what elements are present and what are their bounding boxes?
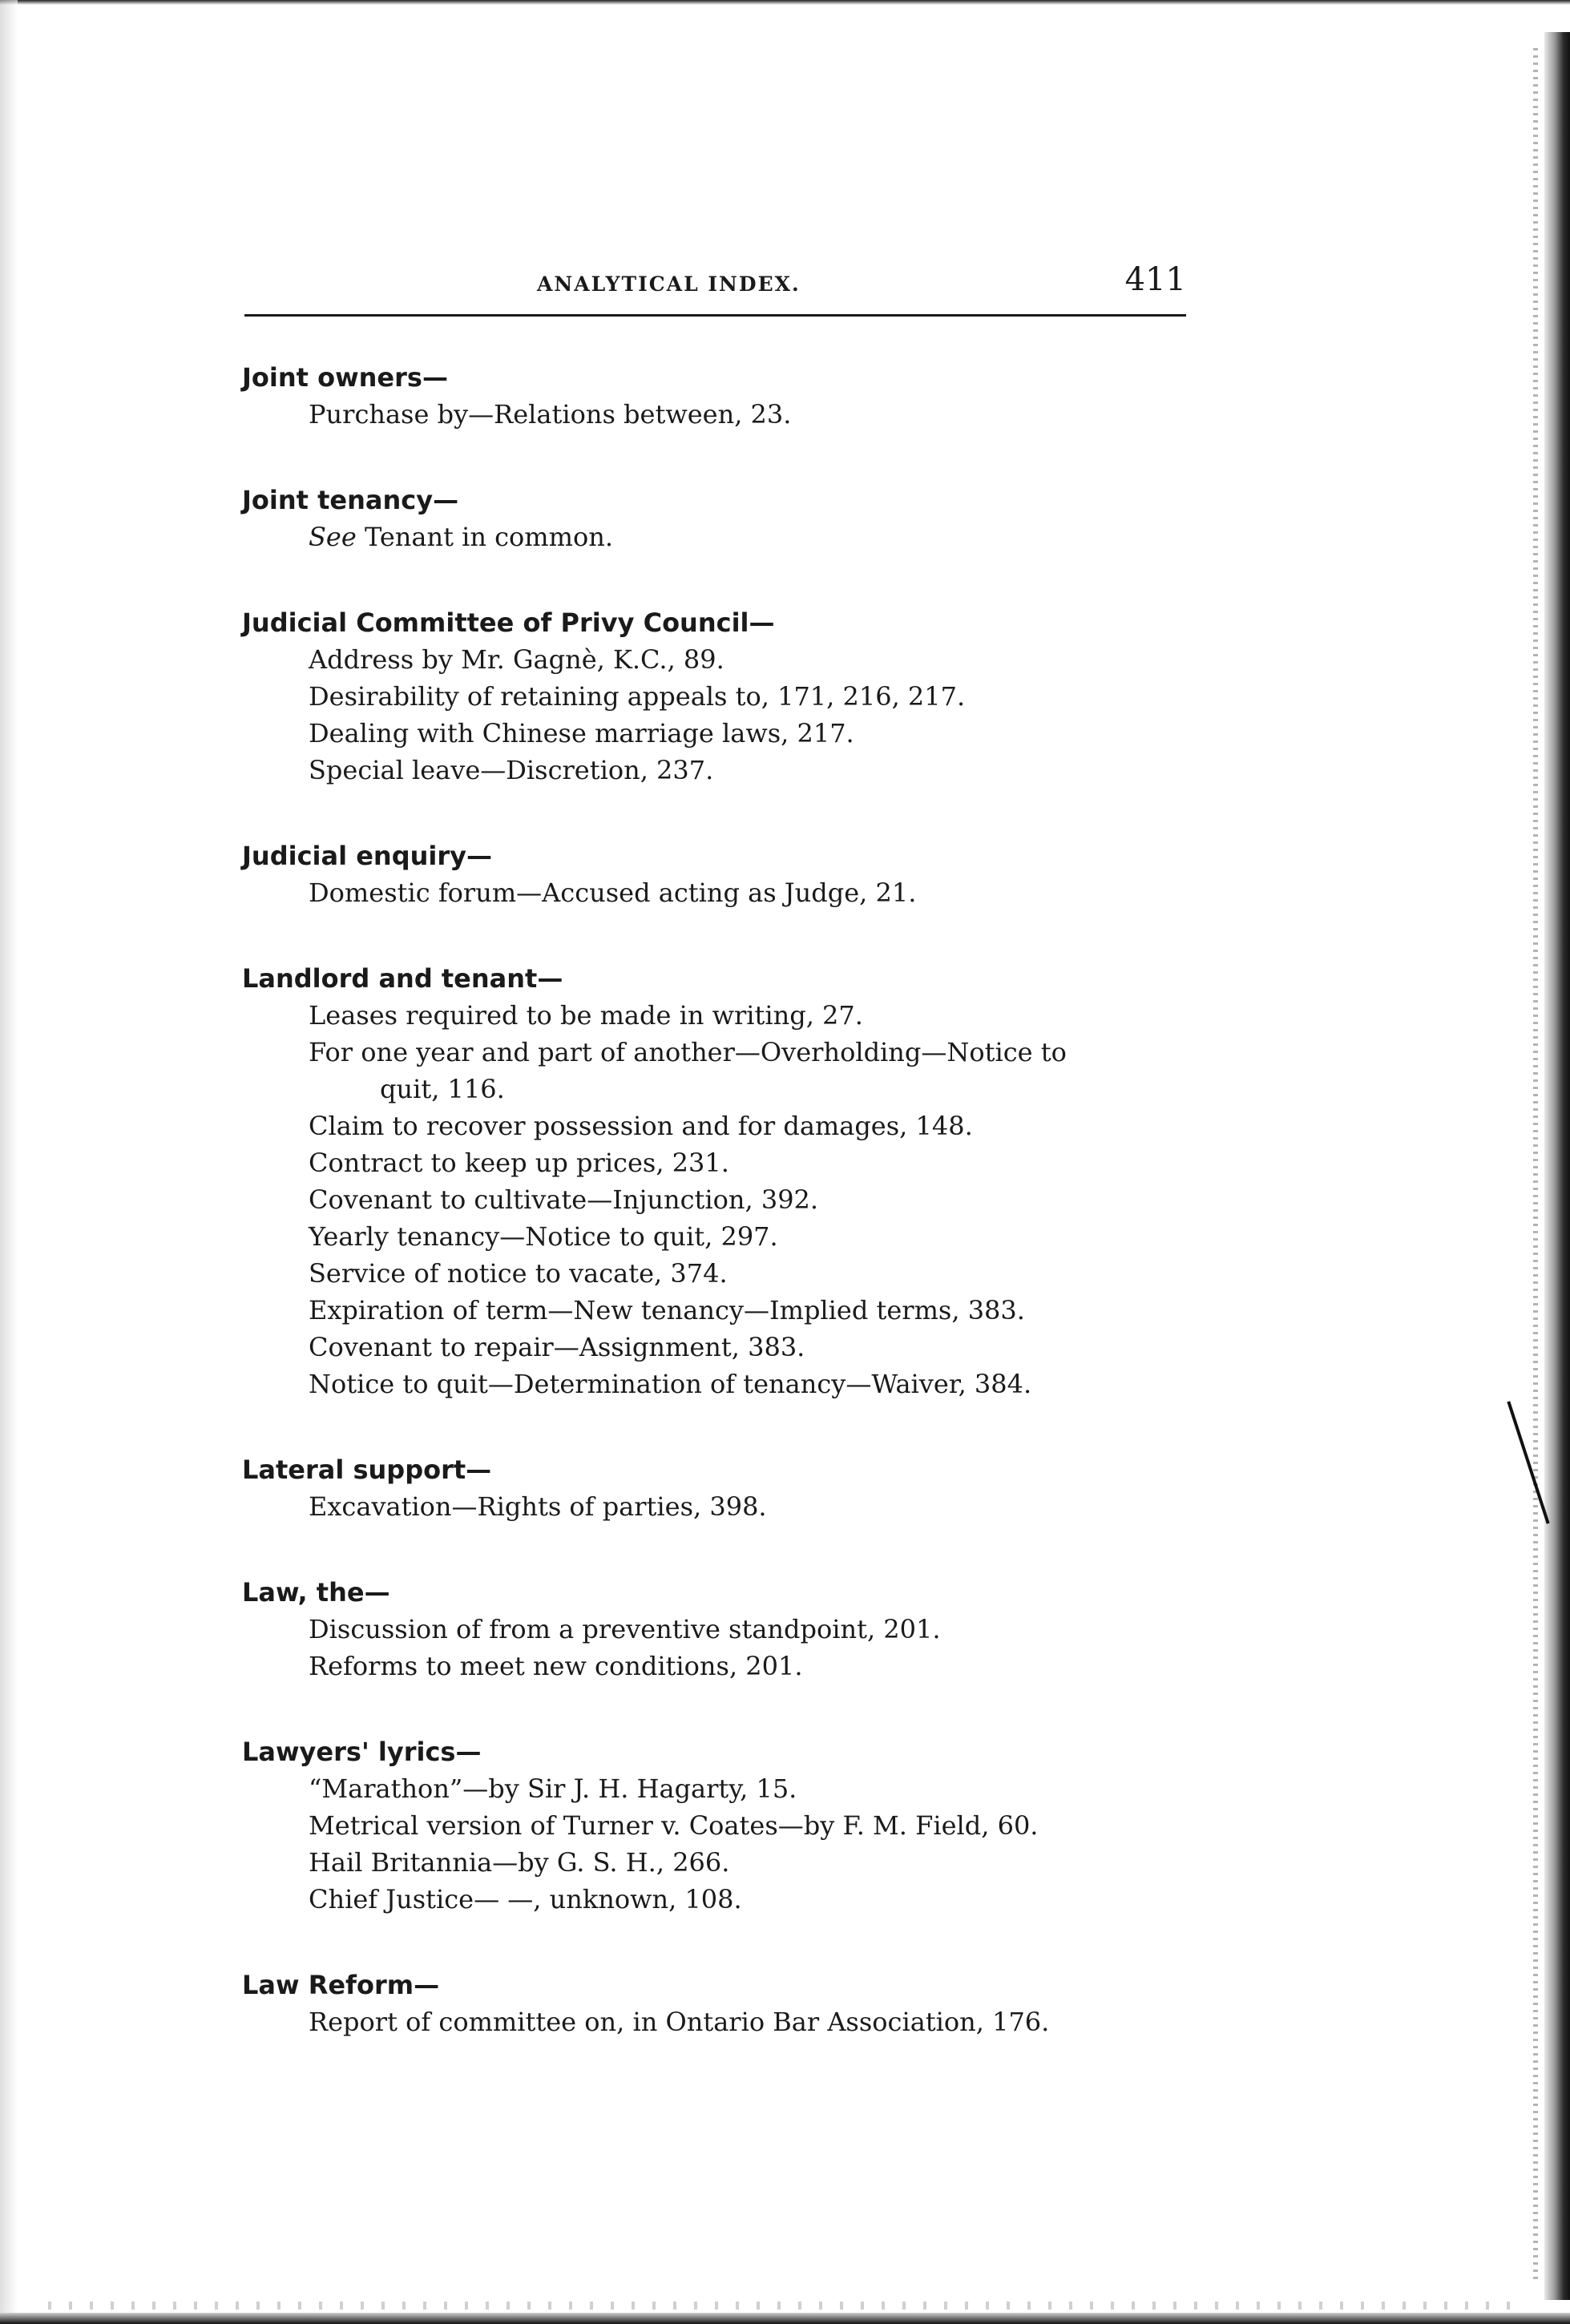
subentry: Address by Mr. Gagnè, K.C., 89.: [309, 644, 724, 675]
subentry-text: For one year and part of another—Overholding—Notice to: [309, 1037, 1067, 1067]
index-entry: [242, 1967, 1204, 2040]
subentry-list: [242, 396, 1204, 433]
subentry: Reforms to meet new conditions, 201.: [309, 1651, 803, 1681]
subentry: Claim to recover possession and for damages, 148.: [309, 1111, 973, 1141]
subentry: Special leave—Discretion, 237.: [309, 755, 714, 785]
subentry-list: [242, 2003, 1204, 2040]
entry-heading: Judicial enquiry—: [242, 841, 492, 871]
scan-left-edge: [0, 0, 18, 2324]
subentry-list: [242, 518, 1204, 555]
subentry: Expiration of term—New tenancy—Implied terms, 383.: [309, 1295, 1025, 1325]
entry-heading: Law Reform—: [242, 1970, 440, 2000]
subentry: Notice to quit—Determination of tenancy—Waiver, 384.: [309, 1369, 1032, 1399]
subentry: Covenant to repair—Assignment, 383.: [309, 1332, 805, 1362]
subentry-list: [242, 1488, 1204, 1525]
running-header-title: ANALYTICAL INDEX.: [537, 272, 801, 296]
header-rule: [244, 314, 1186, 317]
subentry: “Marathon”—by Sir J. H. Hagarty, 15.: [309, 1773, 797, 1804]
index-entry: [242, 960, 1204, 1402]
index-entry: [242, 359, 1204, 433]
index-entry: [242, 1451, 1204, 1525]
subentry: Dealing with Chinese marriage laws, 217.: [309, 718, 854, 748]
see-target: Tenant in common.: [356, 522, 614, 552]
subentry: Desirability of retaining appeals to, 171, 216, 217.: [309, 681, 966, 712]
see-prefix: See: [309, 522, 357, 552]
subentry: Purchase by—Relations between, 23.: [309, 399, 792, 430]
entry-heading: Lawyers' lyrics—: [242, 1737, 482, 1767]
entry-heading: Joint owners—: [242, 362, 448, 393]
subentry: Yearly tenancy—Notice to quit, 297.: [309, 1221, 778, 1252]
subentry: Discussion of from a preventive standpoint, 201.: [309, 1614, 941, 1644]
running-header: [240, 261, 1186, 309]
subentry: [242, 1034, 1204, 1108]
page-number: 411: [1124, 261, 1186, 298]
subentry-list: [242, 997, 1204, 1402]
subentry: Metrical version of Turner v. Coates—by F. M. Field, 60.: [309, 1810, 1039, 1841]
subentry-list: [242, 1611, 1204, 1684]
subentry: Contract to keep up prices, 231.: [309, 1148, 729, 1178]
subentry: Excavation—Rights of parties, 398.: [309, 1491, 767, 1522]
subentry: Service of notice to vacate, 374.: [309, 1258, 728, 1289]
scan-bottom-specks: [48, 2302, 1523, 2310]
subentry: Domestic forum—Accused acting as Judge, 21.: [309, 878, 917, 908]
subentry-continuation: quit, 116.: [380, 1074, 505, 1104]
index-entry: [242, 837, 1204, 911]
subentry: Hail Britannia—by G. S. H., 266.: [309, 1847, 730, 1878]
index-entry: [242, 604, 1204, 789]
subentry: Chief Justice— —, unknown, 108.: [309, 1884, 742, 1914]
entry-heading: Joint tenancy—: [242, 485, 459, 515]
subentry: Covenant to cultivate—Injunction, 392.: [309, 1184, 819, 1215]
scan-right-edge: [1544, 32, 1570, 2300]
entry-heading: Law, the—: [242, 1577, 390, 1608]
subentry: Leases required to be made in writing, 27.: [309, 1000, 863, 1031]
entry-heading: Landlord and tenant—: [242, 963, 563, 994]
index-entry: [242, 1733, 1204, 1918]
subentry-list: [242, 1770, 1204, 1918]
scan-right-edge-specks: [1533, 48, 1538, 2284]
scan-scratch-mark: [1507, 1401, 1549, 1523]
entry-heading: Lateral support—: [242, 1455, 492, 1485]
analytical-index: [242, 359, 1204, 2089]
entry-heading: Judicial Committee of Privy Council—: [242, 607, 775, 638]
scan-bottom-edge: [0, 2313, 1570, 2324]
subentry-list: [242, 874, 1204, 911]
scan-top-edge: [0, 0, 1570, 5]
subentry: Report of committee on, in Ontario Bar Association, 176.: [309, 2007, 1050, 2037]
see-reference: [242, 518, 1204, 555]
index-entry: [242, 482, 1204, 555]
index-entry: [242, 1574, 1204, 1684]
subentry-list: [242, 641, 1204, 789]
